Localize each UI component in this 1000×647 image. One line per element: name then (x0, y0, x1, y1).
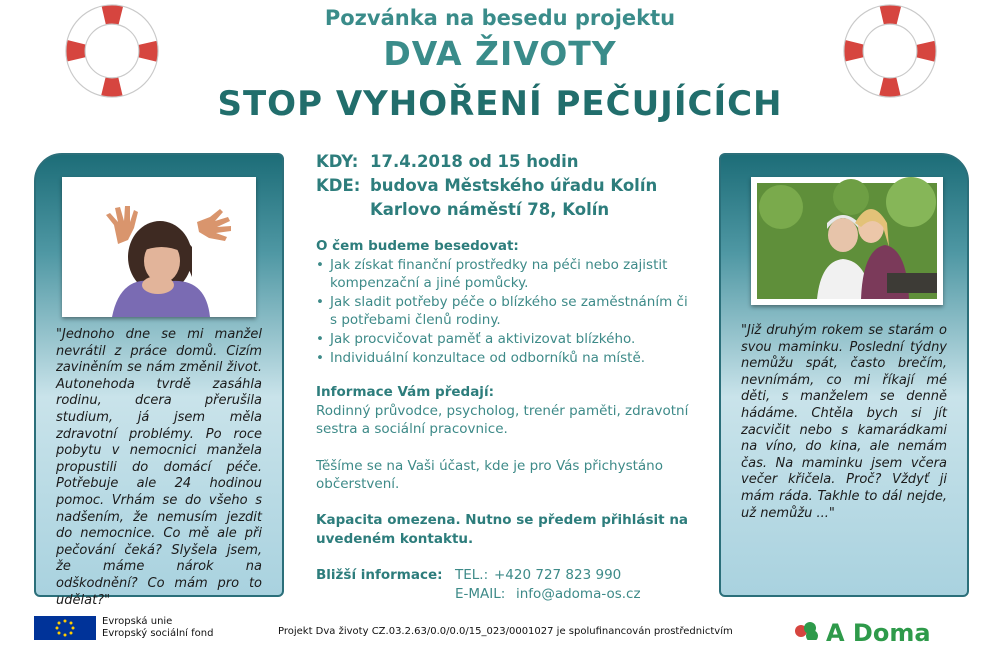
eu-label: Evropská unie (102, 616, 173, 627)
where-label: KDE: (316, 176, 361, 195)
phone-label: TEL.: (455, 567, 489, 583)
project-slogan: STOP VYHOŘENÍ PEČUJÍCÍCH (217, 84, 783, 124)
presenters-text: Rodinný průvodce, psycholog, trenér paměti, zdravotní sestra a sociální pracovnice. (316, 403, 689, 437)
topics-heading: O čem budeme besedovat: (316, 238, 519, 254)
eu-flag-icon (34, 616, 96, 640)
topic-item: • Jak získat finanční prostředky na péči nebo zajistit kompenzační a jiné pomůcky. (316, 256, 696, 292)
adoma-logo-text: A Doma (826, 619, 931, 647)
capacity-note (316, 511, 706, 549)
stressed-woman-photo (62, 177, 256, 317)
left-quote-text: "Jednoho dne se mi manžel nevrátil z práce domů. Cizím zaviněním se nám změnil život. Autonehoda tvrdě zasáhla rodinu, dcera přerušila studium, já jsem měla zdravotní problémy. Po roce pobytu v nemocnici manžela propustili do domácí péče. Potřebuje ale 24 hodinou pomoc. Vrhám se do všeho s nadšením, že nemusím jezdit do nemocnice. Co mě ale při pečování čeká? Slyšela jsem, že máme nárok na odškodnění? Co mám pro to udělat?" (56, 327, 262, 608)
where-value-building: budova Městského úřadu Kolín (370, 176, 658, 195)
project-title: DVA ŽIVOTY (383, 34, 617, 73)
phone-number[interactable]: +420 727 823 990 (494, 567, 622, 583)
caregiver-photo (751, 177, 943, 305)
when-label: KDY: (316, 152, 359, 171)
invitation-subtitle: Pozvánka na besedu projektu (324, 6, 676, 30)
topic-item: • Jak procvičovat paměť a aktivizovat blízkého. (316, 330, 696, 348)
esf-label: Evropský sociální fond (102, 628, 214, 639)
topics-list (316, 256, 696, 368)
presenters-heading: Informace Vám předají: (316, 384, 494, 400)
email-link[interactable]: info@adoma-os.cz (516, 586, 641, 602)
email-label: E-MAIL: (455, 586, 506, 602)
right-story-panel (719, 153, 969, 597)
clover-logo-icon (792, 622, 822, 640)
project-funding-note: Projekt Dva životy CZ.03.2.63/0.0/0.0/15_023/0001027 je spolufinancován prostřednictvím (278, 626, 733, 637)
right-quote-text: "Již druhým rokem se starám o svou maminku. Poslední týdny nemůžu spát, často brečím, nevnímám, co mi říkají mé děti, s manželem se denně hádáme. Chtěla bych si jít zacvičit nebo s kamarádkami na víno, do kina, ale nemám čas. Na maminku jsem včera večer křičela. Proč? Vždyť ji mám ráda. Takhle to dál nejde, už nemůžu ..." (741, 323, 947, 521)
welcome-text: Těšíme se na Vaši účast, kde je pro Vás přichystáno občerstvení. (316, 458, 663, 492)
topic-item: • Individuální konzultace od odborníků na místě. (316, 349, 696, 367)
when-value: 17.4.2018 od 15 hodin (370, 152, 579, 171)
left-story-panel (34, 153, 284, 608)
capacity-instruction: Nutno se předem přihlásit na uvedeném kontaktu. (316, 512, 689, 547)
contact-label: Bližší informace: (316, 567, 443, 583)
topic-item: • Jak sladit potřeby péče o blízkého se zaměstnáním či s potřebami členů rodiny. (316, 293, 696, 329)
capacity-label: Kapacita omezena. (316, 512, 461, 528)
where-value-address: Karlovo náměstí 78, Kolín (370, 200, 610, 219)
